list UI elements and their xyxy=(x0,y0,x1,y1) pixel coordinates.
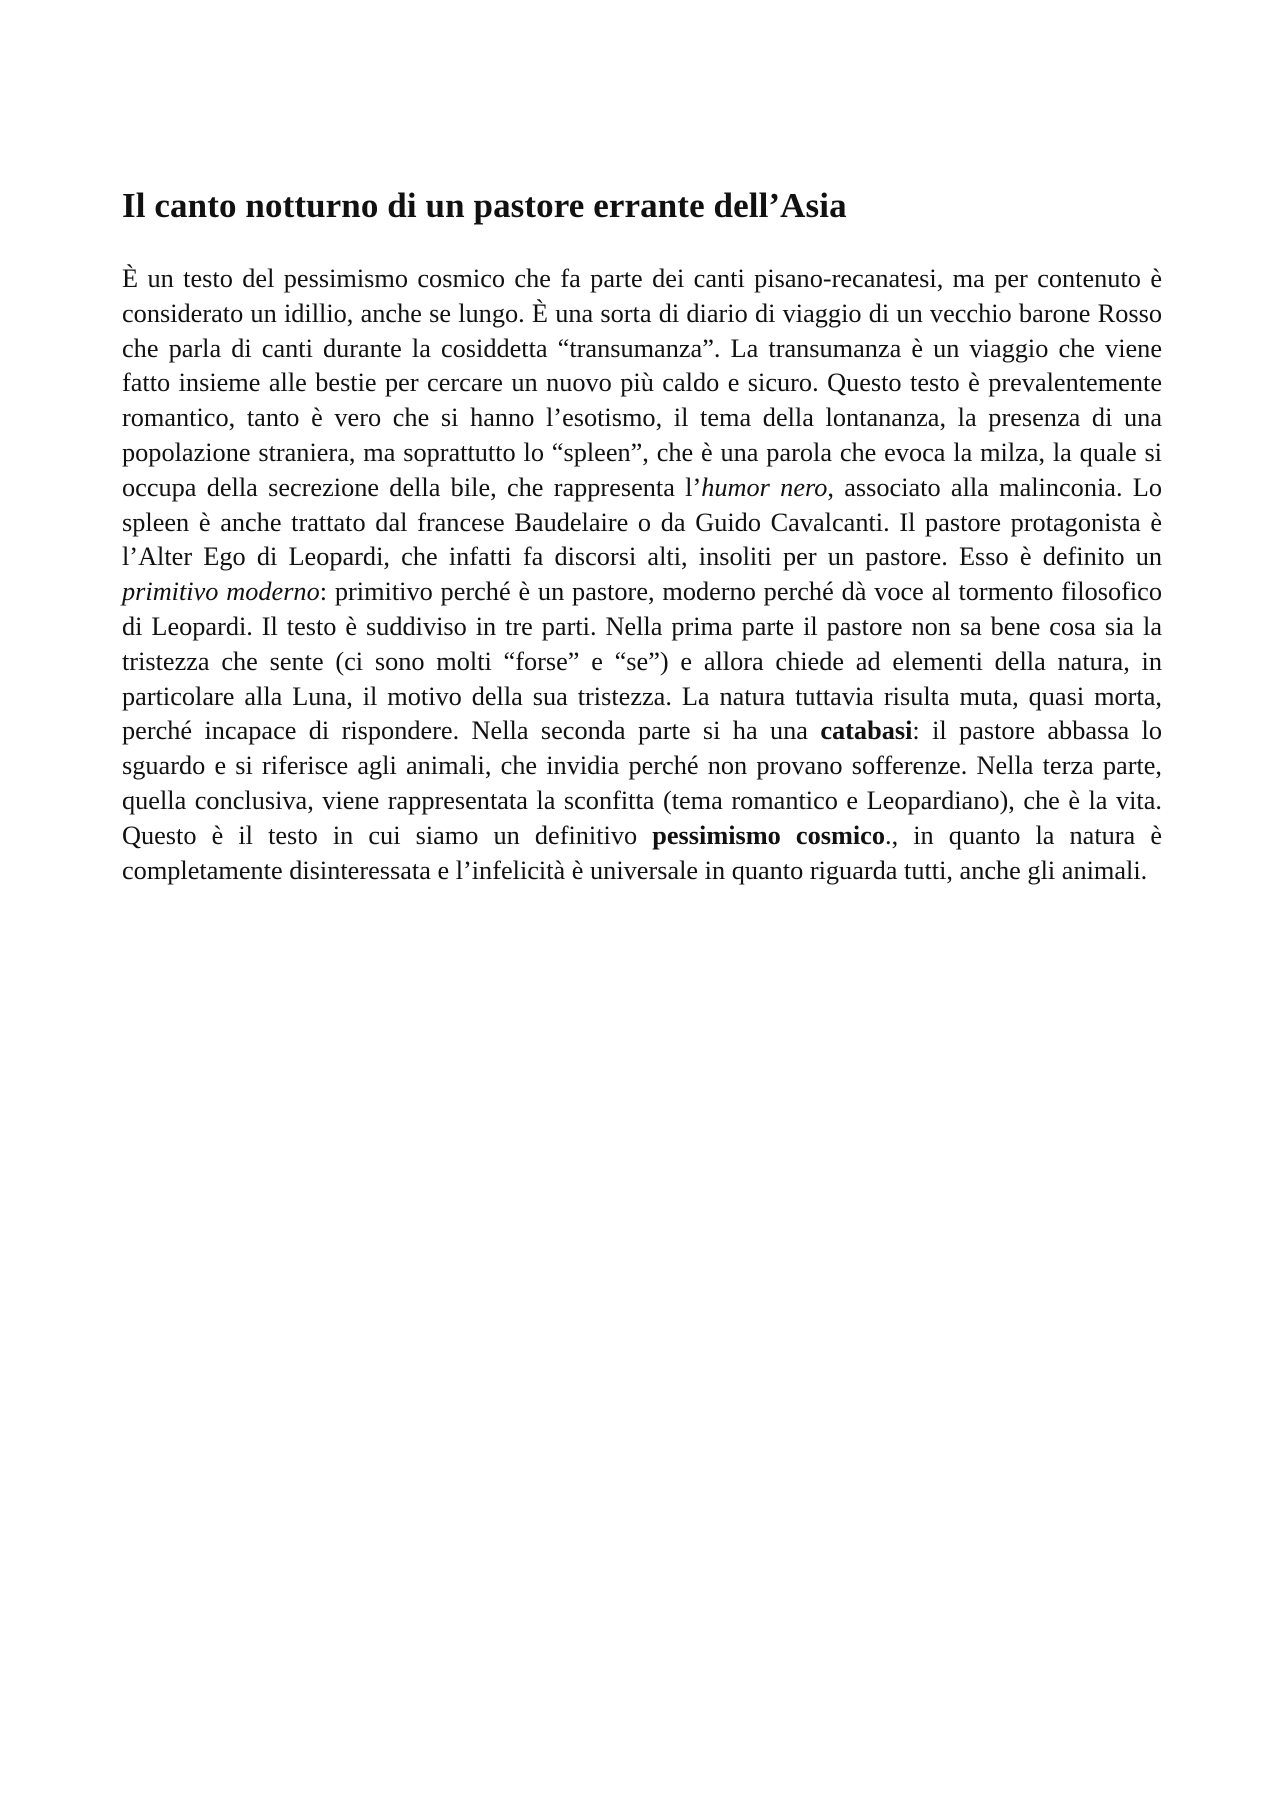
paragraph-text: ., in quanto la natura è completamente disinteressata e l’infelicità è universale in quanto riguarda tutti, anche gli animali. xyxy=(122,820,1162,885)
paragraph-text: : il pastore abbassa lo sguardo e si riferisce agli animali, che invidia perché non provano sofferenze. Nella terza parte, quella conclusiva, viene rappresentata la sconfitta (tema romantico e Leopardiano), che è la vita. Questo è il testo in cui siamo un definitivo xyxy=(122,716,1162,850)
italic-phrase-primitivo-moderno: primitivo moderno xyxy=(122,577,320,607)
document-paragraph xyxy=(122,262,1162,888)
paragraph-text: , associato alla malinconia. Lo spleen è anche trattato dal francese Baudelaire o da Guido Cavalcanti. Il pastore protagonista è l’Alter Ego di Leopardi, che infatti fa discorsi alti, insoliti per un pastore. Esso è definito un xyxy=(122,472,1163,572)
paragraph-text: È un testo del pessimismo cosmico che fa parte dei canti pisano-recanatesi, ma per contenuto è considerato un idillio, anche se lungo. È una sorta di diario di viaggio di un vecchio barone Rosso che parla di canti durante la cosiddetta “transumanza”. La transumanza è un viaggio che viene fatto insieme alle bestie per cercare un nuovo più caldo e sicuro. Questo testo è prevalentemente romantico, tanto è vero che si hanno l’esotismo, il tema della lontananza, la presenza di una popolazione straniera, ma soprattutto lo “spleen”, che è una parola che evoca la milza, la quale si occupa della secrezione della bile, che rappresenta l’ xyxy=(122,264,1162,502)
document-title: Il canto notturno di un pastore errante dell’Asia xyxy=(122,186,847,225)
document-content xyxy=(122,184,1162,888)
paragraph-text: : primitivo perché è un pastore, moderno perché dà voce al tormento filosofico di Leopardi. Il testo è suddiviso in tre parti. Nella prima parte il pastore non sa bene cosa sia la tristezza che sente (ci sono molti “forse” e “se”) e allora chiede ad elementi della natura, in particolare alla Luna, il motivo della sua tristezza. La natura tuttavia risulta muta, quasi morta, perché incapace di rispondere. Nella seconda parte si ha una xyxy=(122,577,1162,746)
bold-term-pessimismo-cosmico: pessimismo cosmico xyxy=(652,820,885,850)
italic-phrase-humor-nero: humor nero xyxy=(701,472,828,502)
bold-term-catabasi: catabasi xyxy=(820,716,913,746)
